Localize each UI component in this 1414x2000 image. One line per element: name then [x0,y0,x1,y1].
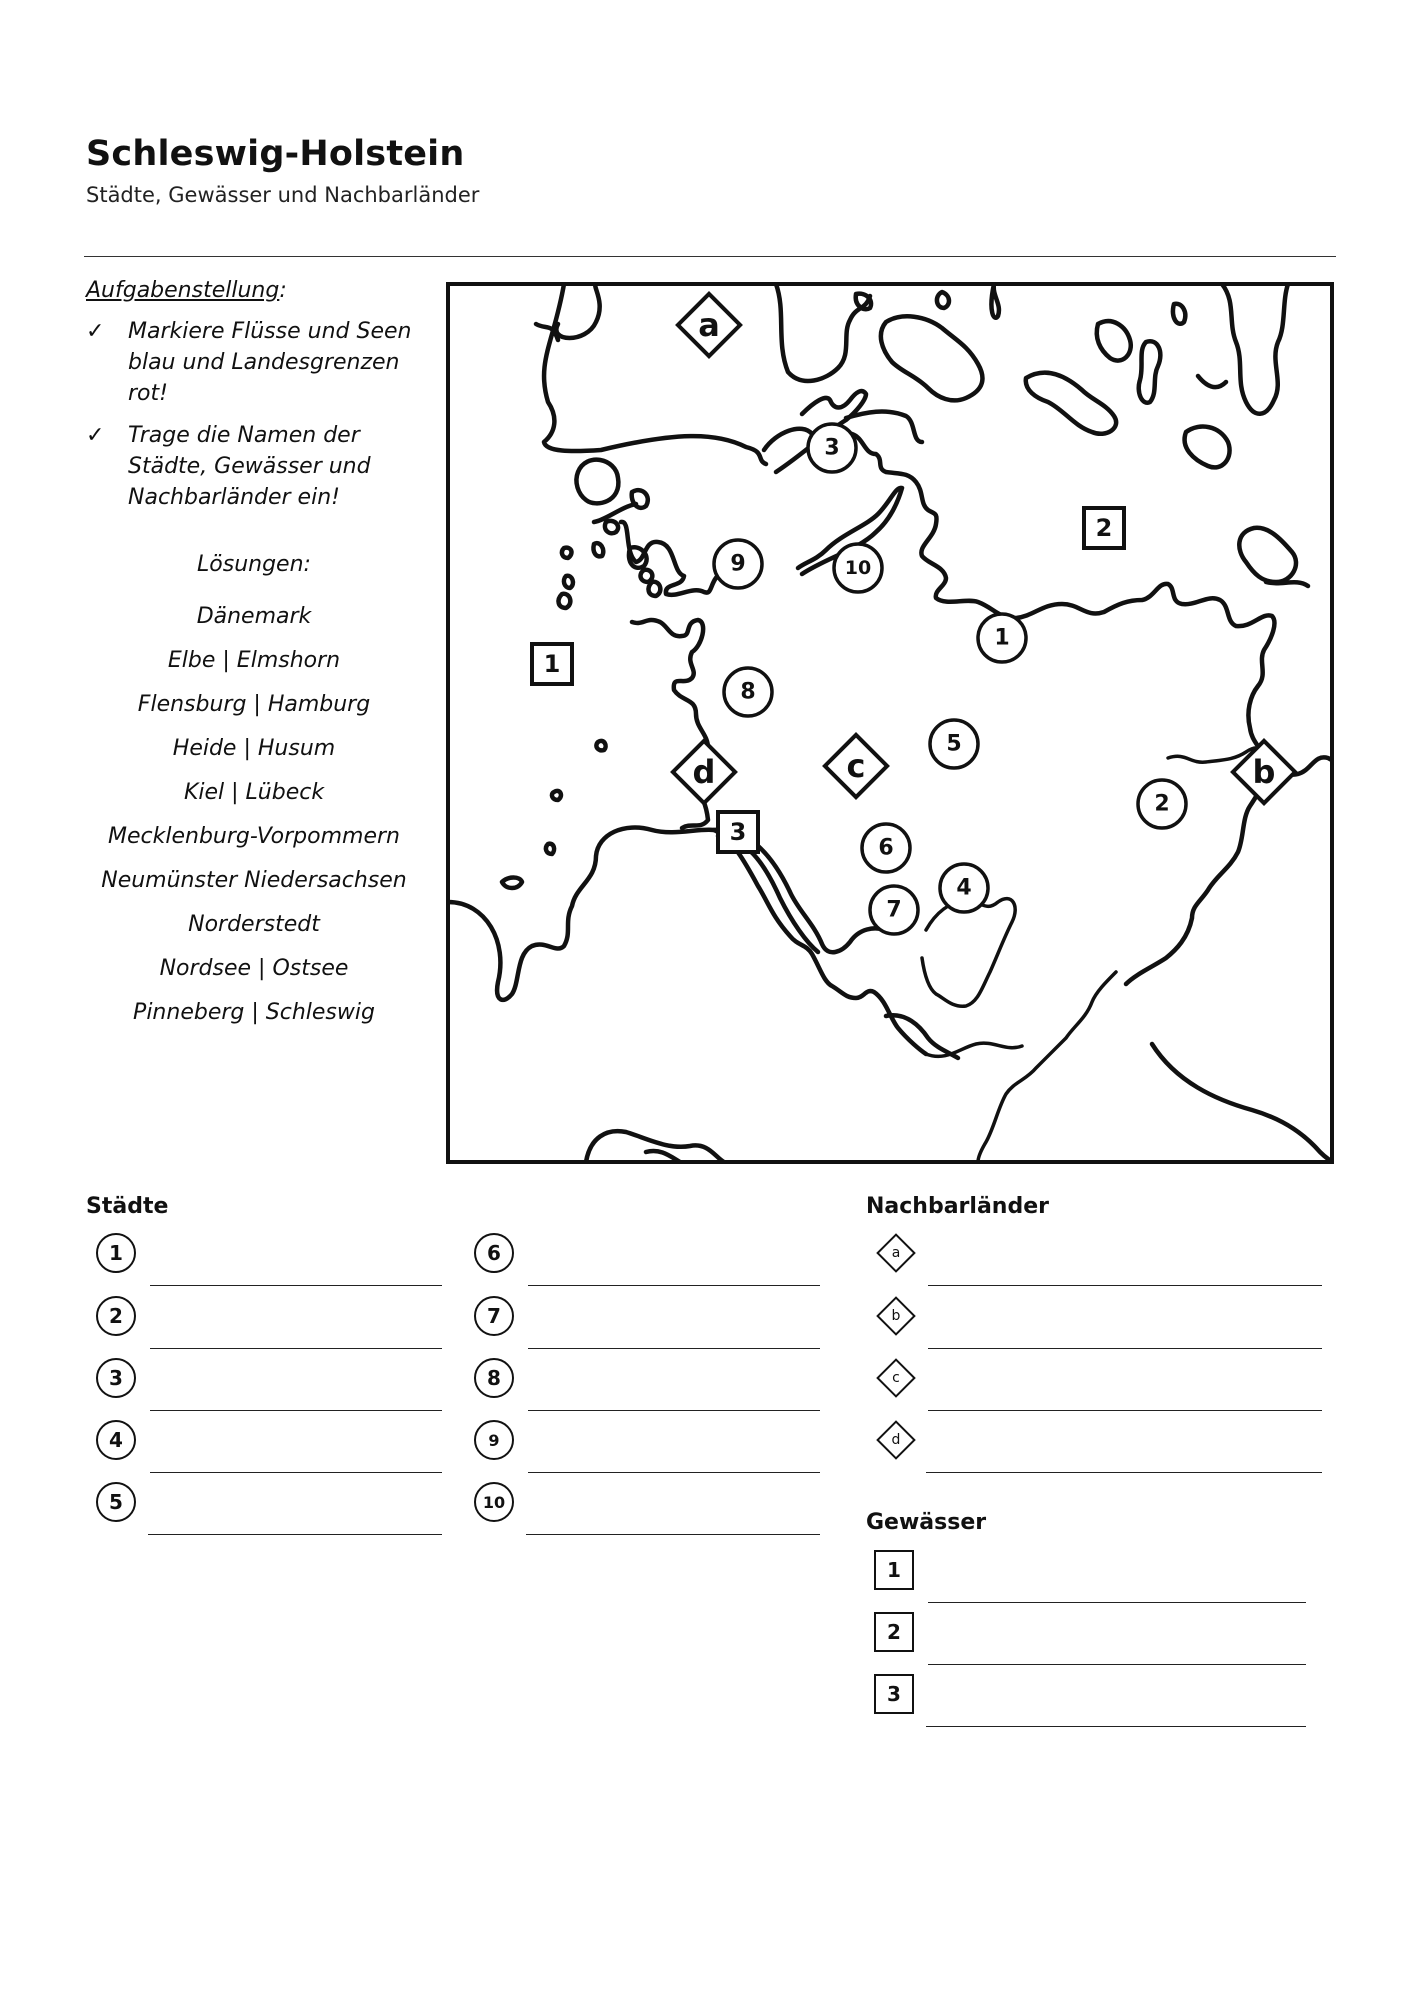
page-title: Schleswig-Holstein [86,134,465,174]
country-answer-line[interactable] [928,1285,1322,1286]
country-letter: a [891,1245,901,1261]
water-answer-line[interactable] [926,1726,1306,1727]
task-heading [86,278,287,303]
country-letter-badge [874,1231,918,1275]
city-number-badge: 5 [96,1482,136,1522]
water-marker-3 [718,812,758,852]
city-number-badge: 8 [474,1358,514,1398]
city-marker-4 [940,864,988,912]
city-answer-line[interactable] [150,1410,442,1411]
city-number-badge: 9 [474,1420,514,1460]
solutions-heading: Lösungen: [197,552,311,577]
country-letter: b [891,1308,901,1324]
solution-entry: Elbe | Elmshorn [167,648,341,673]
task-item [86,316,426,409]
task-item-text: Trage die Namen der Städte, Gewässer und Nachbarländer ein! [128,423,371,510]
header-divider [84,256,1336,257]
city-label: 6 [878,835,894,861]
city-label: 3 [824,435,840,461]
task-heading-text: Aufgabenstellung [86,278,280,303]
solution-entry: Norderstedt [188,912,320,937]
checkmark-icon: ✓ [86,423,105,448]
city-label: 5 [946,731,962,757]
solution-entry: Pinneberg | Schleswig [133,1000,375,1025]
city-label: 8 [740,679,756,705]
solution-entry: Neumünster Niedersachsen [101,868,407,893]
city-marker-5 [930,720,978,768]
city-number-badge: 6 [474,1233,514,1273]
map-svg [446,282,1334,1164]
city-number-badge: 7 [474,1296,514,1336]
water-label: 3 [729,818,747,846]
country-label: b [1252,753,1276,791]
water-marker-2 [1084,508,1124,548]
task-item [86,420,426,513]
water-number-badge: 3 [874,1674,914,1714]
city-label: 2 [1154,791,1170,817]
solution-entry: Mecklenburg-Vorpommern [108,824,400,849]
city-marker-8 [724,668,772,716]
solution-entry: Flensburg | Hamburg [137,692,371,717]
country-letter: d [891,1432,901,1448]
map [446,282,1334,1164]
water-label: 2 [1095,514,1113,542]
city-answer-line[interactable] [148,1534,442,1535]
country-letter-badge [874,1294,918,1338]
cities-section-title: Städte [86,1194,169,1219]
water-number-badge: 2 [874,1612,914,1652]
city-label: 4 [956,875,972,901]
map-border [448,284,1332,1162]
city-answer-line[interactable] [150,1348,442,1349]
country-label: c [846,747,866,785]
city-number-badge: 4 [96,1420,136,1460]
country-letter-badge [874,1418,918,1462]
country-label: d [692,753,716,791]
city-marker-3 [808,424,856,472]
water-answer-line[interactable] [928,1664,1306,1665]
city-label: 10 [844,557,872,579]
city-answer-line[interactable] [528,1348,820,1349]
city-marker-9 [714,540,762,588]
city-answer-line[interactable] [528,1410,820,1411]
task-heading-colon: : [279,278,287,303]
country-letter: c [892,1370,900,1386]
city-number-badge: 3 [96,1358,136,1398]
city-number-badge: 1 [96,1233,136,1273]
solution-entry: Dänemark [196,604,312,629]
solution-entry: Heide | Husum [172,736,336,761]
water-answer-line[interactable] [928,1602,1306,1603]
water-marker-1 [532,644,572,684]
city-label: 7 [886,897,902,923]
water-label: 1 [543,650,561,678]
task-item-text: Markiere Flüsse und Seen blau und Landesgrenzen rot! [128,319,412,406]
country-label: a [698,306,720,344]
country-letter-badge [874,1356,918,1400]
solution-entry: Nordsee | Ostsee [159,956,349,981]
city-answer-line[interactable] [150,1285,442,1286]
city-number-badge: 2 [96,1296,136,1336]
city-marker-7 [870,886,918,934]
city-answer-line[interactable] [528,1472,820,1473]
countries-section-title: Nachbarländer [866,1194,1049,1219]
checkmark-icon: ✓ [86,319,105,344]
city-label: 1 [994,625,1010,651]
city-marker-10 [834,544,882,592]
country-answer-line[interactable] [928,1410,1322,1411]
city-answer-line[interactable] [528,1285,820,1286]
page-subtitle: Städte, Gewässer und Nachbarländer [86,183,480,207]
city-number-badge: 10 [474,1482,514,1522]
city-marker-2 [1138,780,1186,828]
city-label: 9 [730,551,746,577]
country-answer-line[interactable] [928,1348,1322,1349]
country-answer-line[interactable] [926,1472,1322,1473]
solution-entry: Kiel | Lübeck [183,780,325,805]
waters-section-title: Gewässer [866,1510,987,1535]
city-marker-1 [978,614,1026,662]
city-answer-line[interactable] [526,1534,820,1535]
water-number-badge: 1 [874,1550,914,1590]
city-answer-line[interactable] [150,1472,442,1473]
city-marker-6 [862,824,910,872]
